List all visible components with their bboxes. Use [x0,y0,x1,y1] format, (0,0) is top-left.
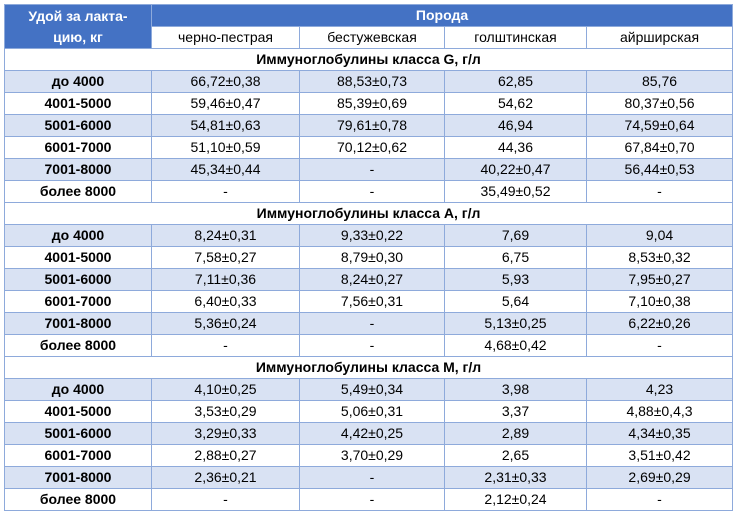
milk-yield-header-line2: цию, кг [53,28,103,45]
value-cell: 4,34±0,35 [587,423,733,445]
value-cell: 7,58±0,27 [152,247,300,269]
value-cell: 5,06±0,31 [300,401,445,423]
value-cell: 2,69±0,29 [587,467,733,489]
value-cell: 4,23 [587,379,733,401]
value-cell: 8,24±0,31 [152,225,300,247]
value-cell: 45,34±0,44 [152,159,300,181]
value-cell: 7,10±0,38 [587,291,733,313]
value-cell: 3,98 [445,379,587,401]
table-row [5,159,733,181]
milk-yield-range: 6001-7000 [5,445,152,467]
value-cell: 3,37 [445,401,587,423]
value-cell: 85,76 [587,71,733,93]
milk-yield-header-line1: Удой за лакта- [28,7,128,24]
value-cell: - [300,313,445,335]
milk-yield-range: до 4000 [5,225,152,247]
value-cell: 35,49±0,52 [445,181,587,203]
breed-name-header: голштинская [445,27,587,49]
value-cell: 7,69 [445,225,587,247]
value-cell: 2,12±0,24 [445,489,587,511]
value-cell: - [300,467,445,489]
value-cell: 5,36±0,24 [152,313,300,335]
milk-yield-range: более 8000 [5,335,152,357]
value-cell: 2,65 [445,445,587,467]
milk-yield-header [5,5,152,49]
value-cell: 8,53±0,32 [587,247,733,269]
value-cell: - [152,181,300,203]
value-cell: 2,89 [445,423,587,445]
table-row [5,467,733,489]
value-cell: - [587,489,733,511]
value-cell: 8,79±0,30 [300,247,445,269]
table-row [5,489,733,511]
value-cell: - [300,335,445,357]
value-cell: 7,11±0,36 [152,269,300,291]
table-row [5,269,733,291]
value-cell: 85,39±0,69 [300,93,445,115]
value-cell: 9,33±0,22 [300,225,445,247]
value-cell: 40,22±0,47 [445,159,587,181]
table-row [5,137,733,159]
section-header-row [5,203,733,225]
milk-yield-range: 5001-6000 [5,269,152,291]
value-cell: 59,46±0,47 [152,93,300,115]
value-cell: 6,22±0,26 [587,313,733,335]
value-cell: 5,93 [445,269,587,291]
value-cell: 70,12±0,62 [300,137,445,159]
value-cell: 5,49±0,34 [300,379,445,401]
table-row [5,401,733,423]
milk-yield-range: более 8000 [5,181,152,203]
milk-yield-range: 4001-5000 [5,93,152,115]
milk-yield-range: 5001-6000 [5,423,152,445]
milk-yield-range: 5001-6000 [5,115,152,137]
value-cell: 44,36 [445,137,587,159]
table-row [5,313,733,335]
value-cell: - [152,335,300,357]
breed-header: Порода [152,5,733,27]
milk-yield-range: более 8000 [5,489,152,511]
section-header-row [5,49,733,71]
table-row [5,445,733,467]
milk-yield-range: до 4000 [5,379,152,401]
section-header-row [5,357,733,379]
milk-yield-range: 6001-7000 [5,137,152,159]
milk-yield-range: 4001-5000 [5,247,152,269]
value-cell: 88,53±0,73 [300,71,445,93]
value-cell: - [587,181,733,203]
table-row [5,225,733,247]
value-cell: - [152,489,300,511]
table-row [5,291,733,313]
value-cell: 51,10±0,59 [152,137,300,159]
value-cell: 3,51±0,42 [587,445,733,467]
value-cell: 5,64 [445,291,587,313]
milk-yield-range: 7001-8000 [5,159,152,181]
section-title: Иммуноглобулины класса G, г/л [5,49,733,71]
table-row [5,335,733,357]
value-cell: 7,56±0,31 [300,291,445,313]
value-cell: 4,88±0,4,3 [587,401,733,423]
value-cell: 9,04 [587,225,733,247]
value-cell: 4,68±0,42 [445,335,587,357]
value-cell: 2,31±0,33 [445,467,587,489]
value-cell: 67,84±0,70 [587,137,733,159]
value-cell: 3,29±0,33 [152,423,300,445]
value-cell: 46,94 [445,115,587,137]
value-cell: - [300,489,445,511]
value-cell: 2,36±0,21 [152,467,300,489]
table-row [5,423,733,445]
section-title: Иммуноглобулины класса М, г/л [5,357,733,379]
milk-yield-range: 4001-5000 [5,401,152,423]
milk-yield-range: до 4000 [5,71,152,93]
value-cell: 7,95±0,27 [587,269,733,291]
header-row-breed [5,5,733,27]
table-row [5,247,733,269]
value-cell: 3,53±0,29 [152,401,300,423]
value-cell: 6,75 [445,247,587,269]
value-cell: 56,44±0,53 [587,159,733,181]
section-title: Иммуноглобулины класса А, г/л [5,203,733,225]
value-cell: 54,81±0,63 [152,115,300,137]
table-row [5,71,733,93]
value-cell: 2,88±0,27 [152,445,300,467]
value-cell: 3,70±0,29 [300,445,445,467]
table-header [5,5,733,49]
value-cell: 4,10±0,25 [152,379,300,401]
value-cell: - [300,159,445,181]
table-row [5,115,733,137]
table-row [5,181,733,203]
breed-name-header: черно-пестрая [152,27,300,49]
milk-yield-range: 7001-8000 [5,467,152,489]
value-cell: - [300,181,445,203]
breed-name-header: бестужевская [300,27,445,49]
milk-yield-range: 6001-7000 [5,291,152,313]
value-cell: 79,61±0,78 [300,115,445,137]
value-cell: 66,72±0,38 [152,71,300,93]
value-cell: 80,37±0,56 [587,93,733,115]
immunoglobulin-table [4,4,733,511]
milk-yield-range: 7001-8000 [5,313,152,335]
table-row [5,93,733,115]
value-cell: 54,62 [445,93,587,115]
breed-name-header: айрширская [587,27,733,49]
value-cell: 5,13±0,25 [445,313,587,335]
value-cell: 62,85 [445,71,587,93]
value-cell: 74,59±0,64 [587,115,733,137]
table-body [5,49,733,511]
value-cell: 8,24±0,27 [300,269,445,291]
value-cell: - [587,335,733,357]
table-row [5,379,733,401]
value-cell: 6,40±0,33 [152,291,300,313]
value-cell: 4,42±0,25 [300,423,445,445]
